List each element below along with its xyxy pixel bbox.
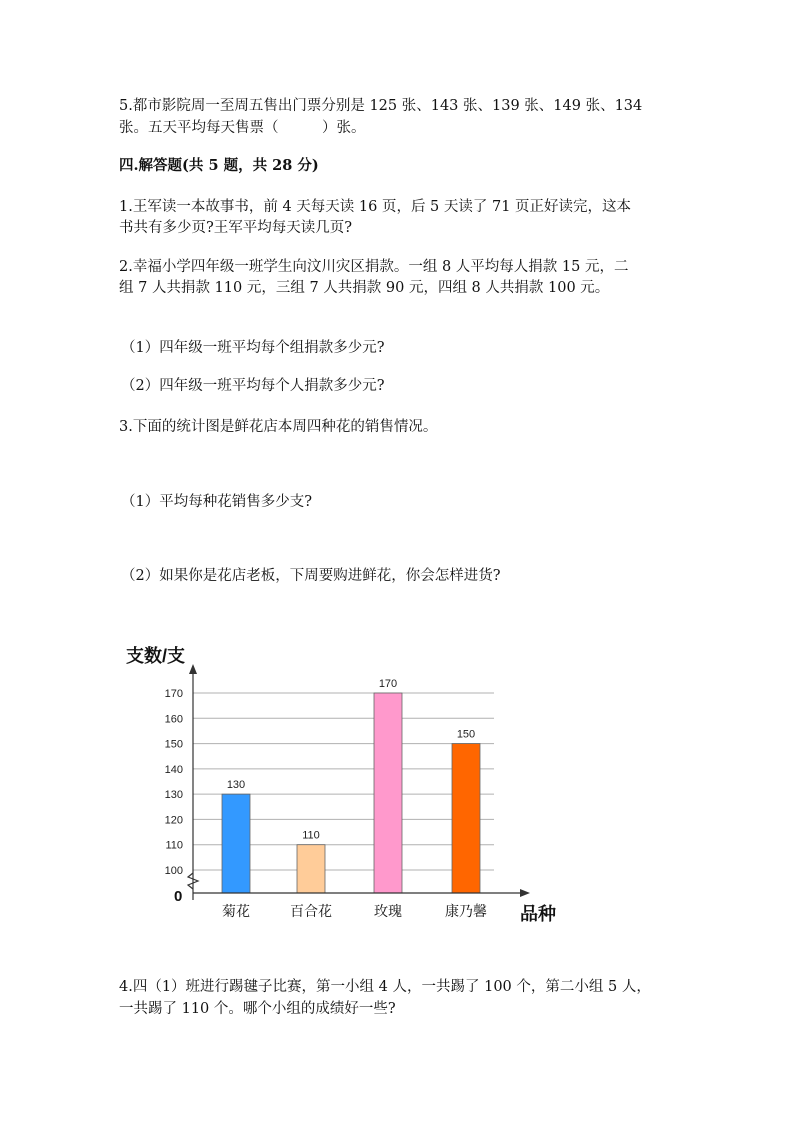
problem-1-line-1: 1.王军读一本故事书，前 4 天每天读 16 页，后 5 天读了 71 页正好读完，这本 [119,199,632,215]
bar-value-label: 130 [226,779,246,792]
category-label: 玫瑰 [374,904,402,920]
x-axis-title: 品种 [520,904,556,924]
y-tick-label: 130 [164,789,183,802]
category-label: 百合花 [290,904,332,920]
section-heading: 四.解答题(共 5 题，共 28 分) [119,157,319,174]
q5-line-1: 5.都市影院周一至周五售出门票分别是 125 张、143 张、139 张、149 张、134 [119,98,643,114]
y-tick-label: 160 [164,713,183,726]
problem-1-line-2: 书共有多少页?王军平均每天读几页? [119,220,353,236]
problem-2-sub-2: （2）四年级一班平均每个人捐款多少元? [121,378,385,394]
x-axis-arrow [520,889,530,897]
y-tick-labels [165,688,183,877]
problem-4-line-2: 一共踢了 110 个。哪个小组的成绩好一些? [119,1001,396,1017]
y-axis-title: 支数/支 [126,646,186,666]
q5-line-2: 张。五天平均每天售票（ ）张。 [119,120,366,136]
category-label: 康乃馨 [445,904,487,920]
y-tick-label: 170 [164,688,183,700]
bar-2 [297,845,325,893]
bar-value-label: 110 [302,829,320,842]
bar-value-label: 170 [378,678,398,690]
problem-3-sub-1: （1）平均每种花销售多少支? [121,494,312,510]
bar-4 [452,744,480,893]
bar-1 [222,794,250,893]
category-labels [222,903,487,920]
flower-sales-bar-chart [118,640,578,930]
problem-4-line-1: 4.四（1）班进行踢毽子比赛，第一小组 4 人，一共踢了 100 个，第二小组 5 人， [119,979,651,995]
bar-value-label: 150 [456,728,476,741]
origin-label: 0 [174,888,183,905]
bar-value-labels [227,678,475,842]
problem-3-line-1: 3.下面的统计图是鲜花店本周四种花的销售情况。 [119,419,438,435]
y-tick-label: 110 [165,839,183,852]
y-tick-label: 140 [164,763,183,776]
problem-2-sub-1: （1）四年级一班平均每个组捐款多少元? [121,340,385,356]
chart-bars [222,693,480,893]
problem-2-line-1: 2.幸福小学四年级一班学生向汶川灾区捐款。一组 8 人平均每人捐款 15 元，二 [119,259,629,275]
y-tick-label: 120 [164,814,183,827]
problem-3-sub-2: （2）如果你是花店老板，下周要购进鲜花，你会怎样进货? [121,568,501,584]
y-tick-label: 150 [164,738,183,751]
category-label: 菊花 [222,904,250,920]
problem-2-line-2: 组 7 人共捐款 110 元，三组 7 人共捐款 90 元，四组 8 人共捐款 100 元。 [119,280,610,296]
y-tick-label: 100 [164,865,183,877]
y-axis-arrow [189,664,197,674]
bar-3 [374,693,402,893]
